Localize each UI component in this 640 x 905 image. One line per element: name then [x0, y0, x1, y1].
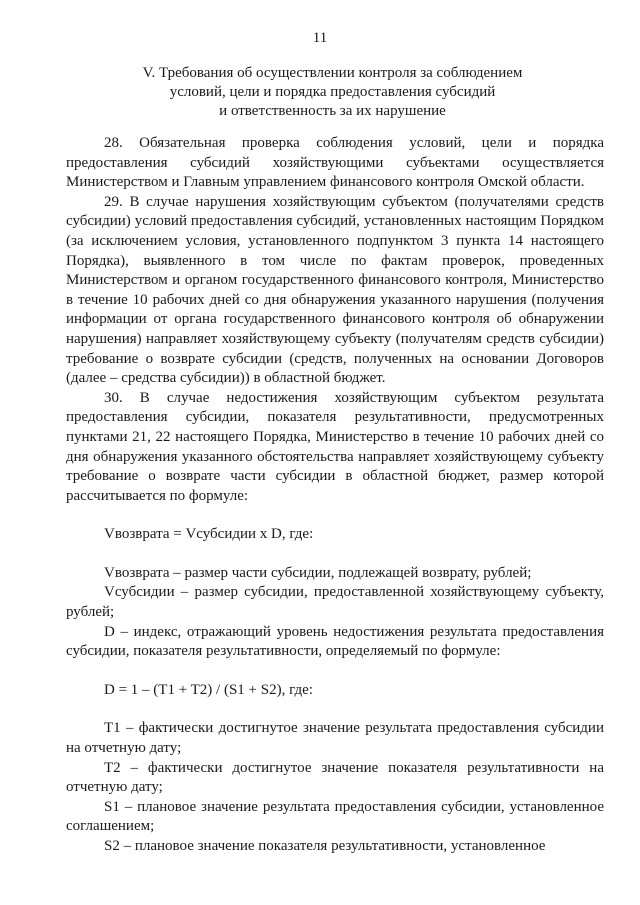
- definition-d: D – индекс, отражающий уровень недостижения результата предоставления субсидии, показателя результативности, определяемый по формуле:: [66, 623, 604, 660]
- formula-d: D = 1 – (T1 + T2) / (S1 + S2), где:: [104, 681, 313, 698]
- definition-vsubsidii: Vсубсидии – размер субсидии, предоставленной хозяйствующему субъекту, рублей;: [66, 584, 604, 621]
- page-number: 11: [312, 30, 328, 46]
- spacer: [66, 662, 604, 681]
- spacer: [66, 506, 604, 525]
- spacer: [66, 545, 604, 564]
- heading-line-1: V. Требования об осуществлении контроля за соблюдением: [142, 65, 523, 81]
- document-body: [66, 134, 604, 857]
- definition-t2: T2 – фактически достигнутое значение показателя результативности на отчетную дату;: [66, 759, 604, 796]
- paragraph-29: 29. В случае нарушения хозяйствующим субъектом (получателями средств субсидии) условий предоставления субсидий, установленных настоящим Порядком (за исключением условия, установленного подпунктом 3 пункта 14 настоящего Порядка), выявленного в том числе по фактам проверок, проведенных Министерством и органом государственного финансового контроля, Министерство в течение 10 рабочих дней со дня обнаружения указанного нарушения (получения информации от органа государственного финансового контроля об обнаружении нарушения) направляет хозяйствующему субъекту (получателям средств субсидии) требование о возврате субсидии (средств, полученных на основании Договоров (далее – средства субсидии)) в областной бюджет.: [66, 193, 604, 387]
- definition-t1: T1 – фактически достигнутое значение результата предоставления субсидии на отчетную дату;: [66, 720, 604, 757]
- paragraph-30: 30. В случае недостижения хозяйствующим субъектом результата предоставления субсидии, показателя результативности, предусмотренных пунктами 21, 22 настоящего Порядка, Министерство в течение 10 рабочих дней со дня обнаружения указанного обстоятельства направляет хозяйствующему субъекту требование о возврате части субсидии в областной бюджет, размер которой рассчитывается по формуле:: [66, 389, 604, 504]
- heading-line-2: условий, цели и порядка предоставления субсидий: [169, 84, 496, 100]
- heading-line-3: и ответственность за их нарушение: [219, 103, 446, 119]
- definition-s2: S2 – плановое значение показателя результативности, установленное: [104, 838, 546, 854]
- section-heading: [60, 64, 605, 121]
- paragraph-28: 28. Обязательная проверка соблюдения условий, цели и порядка предоставления субсидий хозяйствующими субъектами осуществляется Министерством и Главным управлением финансового контроля Омской области.: [66, 135, 604, 191]
- formula-vvozvrata: Vвозврата = Vсубсидии x D, где:: [104, 526, 314, 543]
- definition-s1: S1 – плановое значение результата предоставления субсидии, установленное соглашением;: [66, 798, 604, 835]
- spacer: [66, 700, 604, 719]
- definition-vvozvrata: Vвозврата – размер части субсидии, подлежащей возврату, рублей;: [104, 564, 532, 581]
